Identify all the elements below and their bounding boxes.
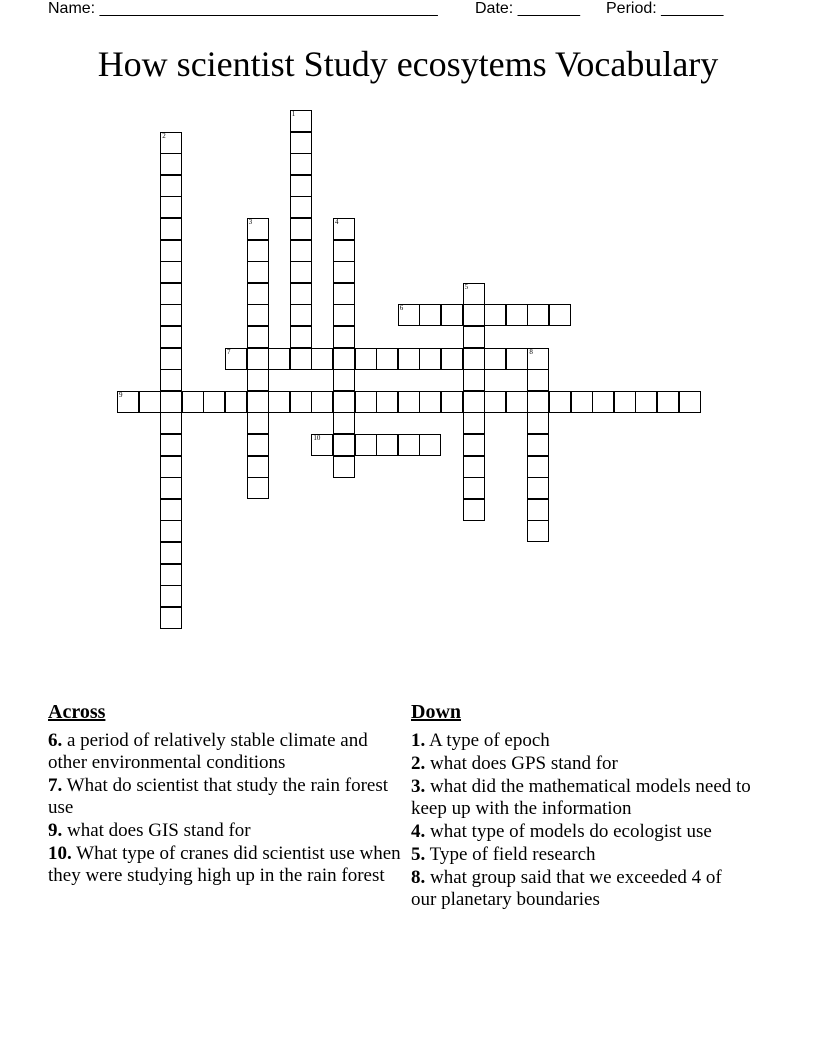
crossword-cell[interactable] bbox=[484, 348, 506, 370]
crossword-cell[interactable] bbox=[463, 326, 485, 348]
crossword-cell[interactable] bbox=[160, 283, 182, 305]
crossword-cell[interactable] bbox=[247, 240, 269, 262]
clue-text: what did the mathematical models need to keep up with the information bbox=[411, 776, 751, 819]
crossword-cell[interactable] bbox=[290, 391, 312, 413]
crossword-cell[interactable] bbox=[160, 196, 182, 218]
clue-across-7 bbox=[48, 775, 404, 819]
crossword-cell[interactable] bbox=[441, 348, 463, 370]
crossword-cell[interactable] bbox=[160, 326, 182, 348]
crossword-cell[interactable] bbox=[527, 369, 549, 391]
crossword-cell[interactable] bbox=[376, 434, 398, 456]
crossword-cell[interactable] bbox=[117, 391, 139, 413]
crossword-cell[interactable] bbox=[247, 477, 269, 499]
crossword-cell[interactable] bbox=[657, 391, 679, 413]
crossword-cell[interactable] bbox=[247, 326, 269, 348]
date-field-label: Date: _______ bbox=[475, 0, 580, 17]
crossword-cell[interactable] bbox=[160, 175, 182, 197]
crossword-cell[interactable] bbox=[463, 391, 485, 413]
crossword-cell[interactable] bbox=[527, 434, 549, 456]
crossword-cell[interactable] bbox=[333, 283, 355, 305]
crossword-cell[interactable] bbox=[290, 326, 312, 348]
crossword-cell[interactable] bbox=[225, 348, 247, 370]
clue-number: 5. bbox=[411, 844, 426, 865]
crossword-cell[interactable] bbox=[160, 585, 182, 607]
clue-text: what group said that we exceeded 4 of our planetary boundaries bbox=[411, 867, 722, 910]
crossword-cell[interactable] bbox=[549, 304, 571, 326]
crossword-cell[interactable] bbox=[614, 391, 636, 413]
clue-text: A type of epoch bbox=[428, 730, 550, 751]
crossword-cell[interactable] bbox=[247, 391, 269, 413]
clue-number: 9. bbox=[48, 820, 63, 841]
crossword-cell[interactable] bbox=[160, 369, 182, 391]
clue-number-label: 5 bbox=[464, 282, 469, 291]
crossword-cell[interactable] bbox=[160, 304, 182, 326]
crossword-cell[interactable] bbox=[247, 304, 269, 326]
crossword-cell[interactable] bbox=[139, 391, 161, 413]
crossword-cell[interactable] bbox=[484, 304, 506, 326]
crossword-cell[interactable] bbox=[247, 369, 269, 391]
clue-text: What type of cranes did scientist use when they were studying high up in the rain forest bbox=[48, 843, 401, 886]
crossword-cell[interactable] bbox=[290, 175, 312, 197]
crossword-cell[interactable] bbox=[527, 391, 549, 413]
crossword-cell[interactable] bbox=[160, 456, 182, 478]
crossword-cell[interactable] bbox=[419, 391, 441, 413]
crossword-cell[interactable] bbox=[527, 304, 549, 326]
crossword-cell[interactable] bbox=[290, 196, 312, 218]
crossword-cell[interactable] bbox=[441, 391, 463, 413]
crossword-cell[interactable] bbox=[333, 456, 355, 478]
crossword-cell[interactable] bbox=[290, 283, 312, 305]
crossword-cell[interactable] bbox=[247, 434, 269, 456]
crossword-cell[interactable] bbox=[635, 391, 657, 413]
clue-number: 7. bbox=[48, 775, 63, 796]
crossword-cell[interactable] bbox=[160, 607, 182, 629]
clue-number-label: 8 bbox=[529, 347, 533, 356]
crossword-cell[interactable] bbox=[333, 348, 355, 370]
crossword-cell[interactable] bbox=[463, 499, 485, 521]
crossword-cell[interactable] bbox=[160, 477, 182, 499]
crossword-cell[interactable] bbox=[290, 218, 312, 240]
crossword-cell[interactable] bbox=[290, 240, 312, 262]
crossword-cell[interactable] bbox=[506, 391, 528, 413]
crossword-cell[interactable] bbox=[311, 391, 333, 413]
crossword-cell[interactable] bbox=[463, 456, 485, 478]
clue-number-label: 1 bbox=[291, 110, 296, 118]
crossword-cell[interactable] bbox=[463, 283, 485, 305]
clue-number-label: 7 bbox=[227, 347, 231, 356]
crossword-cell[interactable] bbox=[376, 391, 398, 413]
name-field-label: Name: ______________________________________ bbox=[48, 0, 438, 17]
crossword-cell[interactable] bbox=[160, 261, 182, 283]
crossword-cell[interactable] bbox=[355, 348, 377, 370]
clue-down-2 bbox=[411, 753, 751, 775]
crossword-cell[interactable] bbox=[268, 348, 290, 370]
clue-across-6 bbox=[48, 730, 404, 774]
across-clues bbox=[48, 700, 404, 888]
crossword-cell[interactable] bbox=[571, 391, 593, 413]
crossword-cell[interactable] bbox=[463, 412, 485, 434]
crossword-cell[interactable] bbox=[182, 391, 204, 413]
crossword-cell[interactable] bbox=[592, 391, 614, 413]
crossword-cell[interactable] bbox=[160, 218, 182, 240]
crossword-cell[interactable] bbox=[290, 261, 312, 283]
crossword-cell[interactable] bbox=[247, 283, 269, 305]
crossword-cell[interactable] bbox=[333, 261, 355, 283]
clue-across-10 bbox=[48, 843, 404, 887]
crossword-cell[interactable] bbox=[463, 434, 485, 456]
crossword-cell[interactable] bbox=[333, 412, 355, 434]
crossword-cell[interactable] bbox=[398, 434, 420, 456]
crossword-cell[interactable] bbox=[398, 348, 420, 370]
crossword-cell[interactable] bbox=[247, 456, 269, 478]
clue-text: What do scientist that study the rain forest use bbox=[48, 775, 389, 818]
crossword-cell[interactable] bbox=[160, 542, 182, 564]
crossword-cell[interactable] bbox=[333, 304, 355, 326]
crossword-cell[interactable] bbox=[679, 391, 701, 413]
crossword-cell[interactable] bbox=[290, 304, 312, 326]
crossword-cell[interactable] bbox=[376, 348, 398, 370]
period-field-label: Period: _______ bbox=[606, 0, 724, 17]
crossword-cell[interactable] bbox=[419, 348, 441, 370]
crossword-cell[interactable] bbox=[290, 153, 312, 175]
crossword-cell[interactable] bbox=[290, 348, 312, 370]
crossword-cell[interactable] bbox=[160, 391, 182, 413]
crossword-cell[interactable] bbox=[463, 304, 485, 326]
clue-number-label: 10 bbox=[313, 434, 321, 442]
crossword-cell[interactable] bbox=[333, 240, 355, 262]
clue-number: 4. bbox=[411, 821, 426, 842]
crossword-cell[interactable] bbox=[527, 348, 549, 370]
crossword-cell[interactable] bbox=[463, 369, 485, 391]
crossword-cell[interactable] bbox=[355, 434, 377, 456]
crossword-cell[interactable] bbox=[463, 348, 485, 370]
crossword-cell[interactable] bbox=[355, 391, 377, 413]
clue-number-label: 4 bbox=[335, 218, 339, 226]
clue-down-3 bbox=[411, 776, 751, 820]
crossword-cell[interactable] bbox=[484, 391, 506, 413]
crossword-cell[interactable] bbox=[160, 412, 182, 434]
crossword-cell[interactable] bbox=[333, 391, 355, 413]
crossword-cell[interactable] bbox=[333, 369, 355, 391]
clue-number: 2. bbox=[411, 753, 426, 774]
clue-text: what does GIS stand for bbox=[67, 820, 251, 841]
crossword-cell[interactable] bbox=[268, 391, 290, 413]
crossword-cell[interactable] bbox=[463, 477, 485, 499]
down-heading: Down bbox=[411, 701, 462, 723]
clue-number: 10. bbox=[48, 843, 72, 864]
clue-number-label: 3 bbox=[248, 218, 253, 226]
clue-down-4 bbox=[411, 821, 751, 843]
crossword-cell[interactable] bbox=[311, 348, 333, 370]
clue-number-label: 6 bbox=[399, 304, 404, 313]
clue-text: Type of field research bbox=[429, 844, 596, 865]
crossword-cell[interactable] bbox=[527, 499, 549, 521]
crossword-cell[interactable] bbox=[527, 520, 549, 542]
crossword-cell[interactable] bbox=[160, 348, 182, 370]
crossword-cell[interactable] bbox=[290, 110, 312, 132]
crossword-cell[interactable] bbox=[506, 348, 528, 370]
across-heading: Across bbox=[48, 701, 106, 723]
clue-number: 8. bbox=[411, 867, 426, 888]
page-title: How scientist Study ecosytems Vocabulary bbox=[97, 44, 719, 84]
crossword-cell[interactable] bbox=[398, 391, 420, 413]
crossword-cell[interactable] bbox=[160, 434, 182, 456]
clue-down-1 bbox=[411, 730, 751, 752]
clue-number: 1. bbox=[411, 730, 426, 751]
clue-text: what type of models do ecologist use bbox=[430, 821, 712, 842]
crossword-cell[interactable] bbox=[203, 391, 225, 413]
crossword-cell[interactable] bbox=[247, 218, 269, 240]
crossword-cell[interactable] bbox=[441, 304, 463, 326]
down-clues bbox=[411, 700, 751, 912]
clue-number: 3. bbox=[411, 776, 426, 797]
crossword-cell[interactable] bbox=[398, 304, 420, 326]
crossword-cell[interactable] bbox=[225, 391, 247, 413]
clue-number: 6. bbox=[48, 730, 63, 751]
crossword-cell[interactable] bbox=[290, 132, 312, 154]
clue-across-9 bbox=[48, 820, 404, 842]
clue-number-label: 2 bbox=[162, 131, 166, 140]
crossword-cell[interactable] bbox=[160, 520, 182, 542]
crossword-cell[interactable] bbox=[160, 153, 182, 175]
crossword-cell[interactable] bbox=[527, 477, 549, 499]
clue-text: what does GPS stand for bbox=[430, 753, 618, 774]
crossword-cell[interactable] bbox=[160, 132, 182, 154]
crossword-cell[interactable] bbox=[160, 499, 182, 521]
crossword-cell[interactable] bbox=[247, 261, 269, 283]
crossword-cell[interactable] bbox=[247, 412, 269, 434]
crossword-cell[interactable] bbox=[333, 434, 355, 456]
crossword-cell[interactable] bbox=[419, 304, 441, 326]
crossword-cell[interactable] bbox=[419, 434, 441, 456]
clue-text: a period of relatively stable climate and other environmental conditions bbox=[48, 730, 368, 773]
crossword-cell[interactable] bbox=[160, 240, 182, 262]
crossword-cell[interactable] bbox=[160, 564, 182, 586]
crossword-cell[interactable] bbox=[333, 218, 355, 240]
crossword-cell[interactable] bbox=[549, 391, 571, 413]
clue-down-5 bbox=[411, 844, 751, 866]
clue-down-8 bbox=[411, 867, 751, 911]
clue-number-label: 9 bbox=[119, 390, 123, 399]
crossword-cell[interactable] bbox=[311, 434, 333, 456]
crossword-cell[interactable] bbox=[333, 326, 355, 348]
crossword-cell[interactable] bbox=[527, 412, 549, 434]
crossword-cell[interactable] bbox=[527, 456, 549, 478]
crossword-cell[interactable] bbox=[247, 348, 269, 370]
crossword-cell[interactable] bbox=[506, 304, 528, 326]
